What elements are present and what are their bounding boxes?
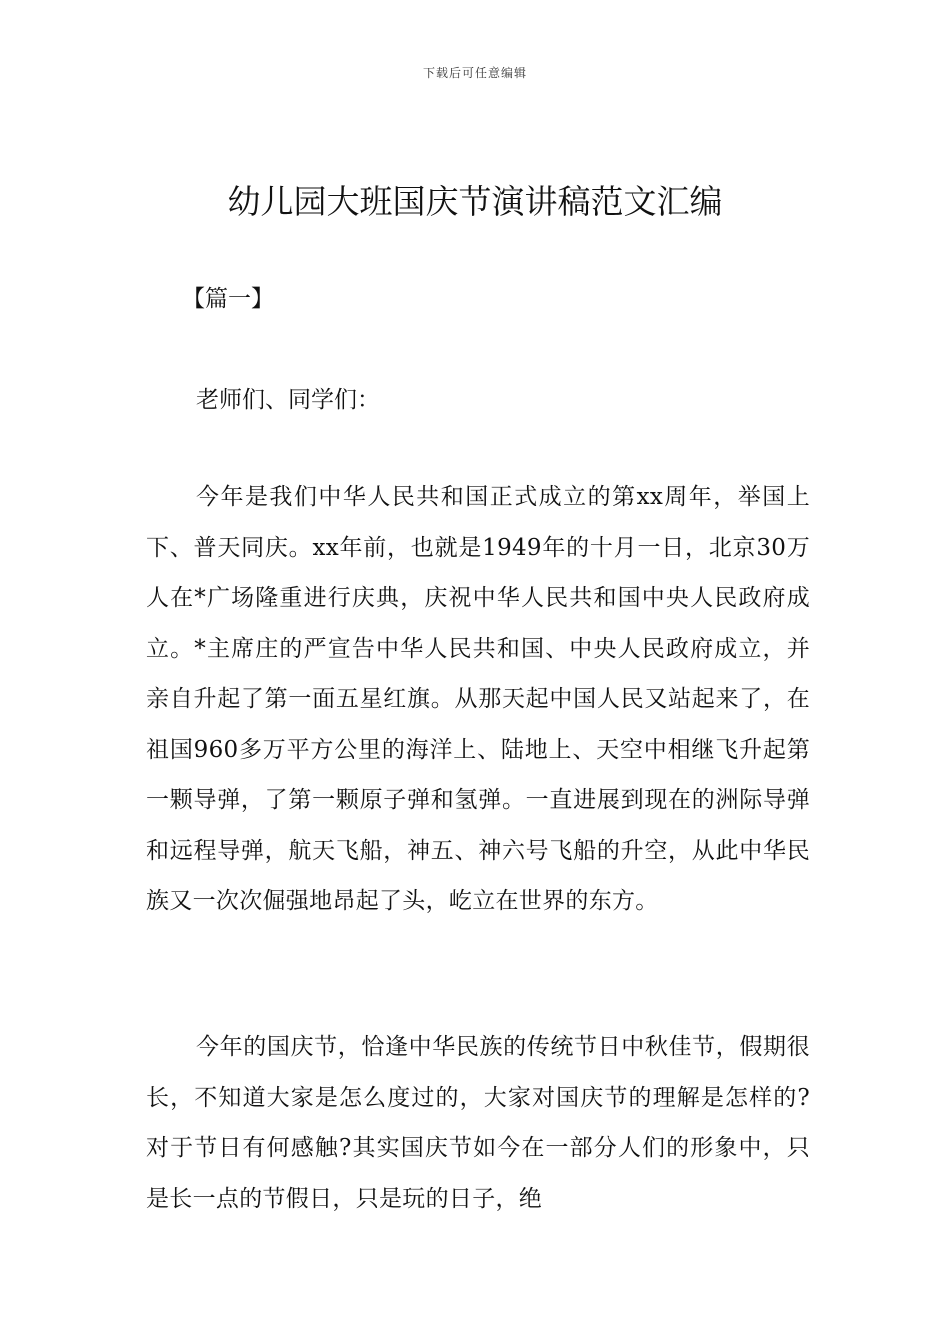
section-label: 【篇一】 <box>182 286 274 312</box>
body-paragraph: 今年的国庆节，恰逢中华民族的传统节日中秋佳节，假期很长，不知道大家是怎么度过的，大家对国庆节的理解是怎样的?对于节日有何感触?其实国庆节如今在一部分人们的形象中，只是长一点的节假日，只是玩的日子，绝 <box>146 1034 810 1212</box>
document-title: 幼儿园大班国庆节演讲稿范文汇编 <box>227 182 723 221</box>
greeting-line: 老师们、同学们： <box>196 387 380 413</box>
body-paragraph: 今年是我们中华人民共和国正式成立的第xx周年，举国上下、普天同庆。xx年前，也就是1949年的十月一日，北京30万人在*广场隆重进行庆典，庆祝中华人民共和国中央人民政府成立。*主席庄的严宣告中华人民共和国、中央人民政府成立，并亲自升起了第一面五星红旗。从那天起中国人民又站起来了，在祖国960多万平方公里的海洋上、陆地上、天空中相继飞升起第一颗导弹，了第一颗原子弹和氢弹。一直进展到现在的洲际导弹和远程导弹，航天飞船，神五、神六号飞船的升空，从此中华民族又一次次倔强地昂起了头，屹立在世界的东方。 <box>146 484 810 914</box>
page-header-note: 下载后可任意编辑 <box>422 66 527 80</box>
